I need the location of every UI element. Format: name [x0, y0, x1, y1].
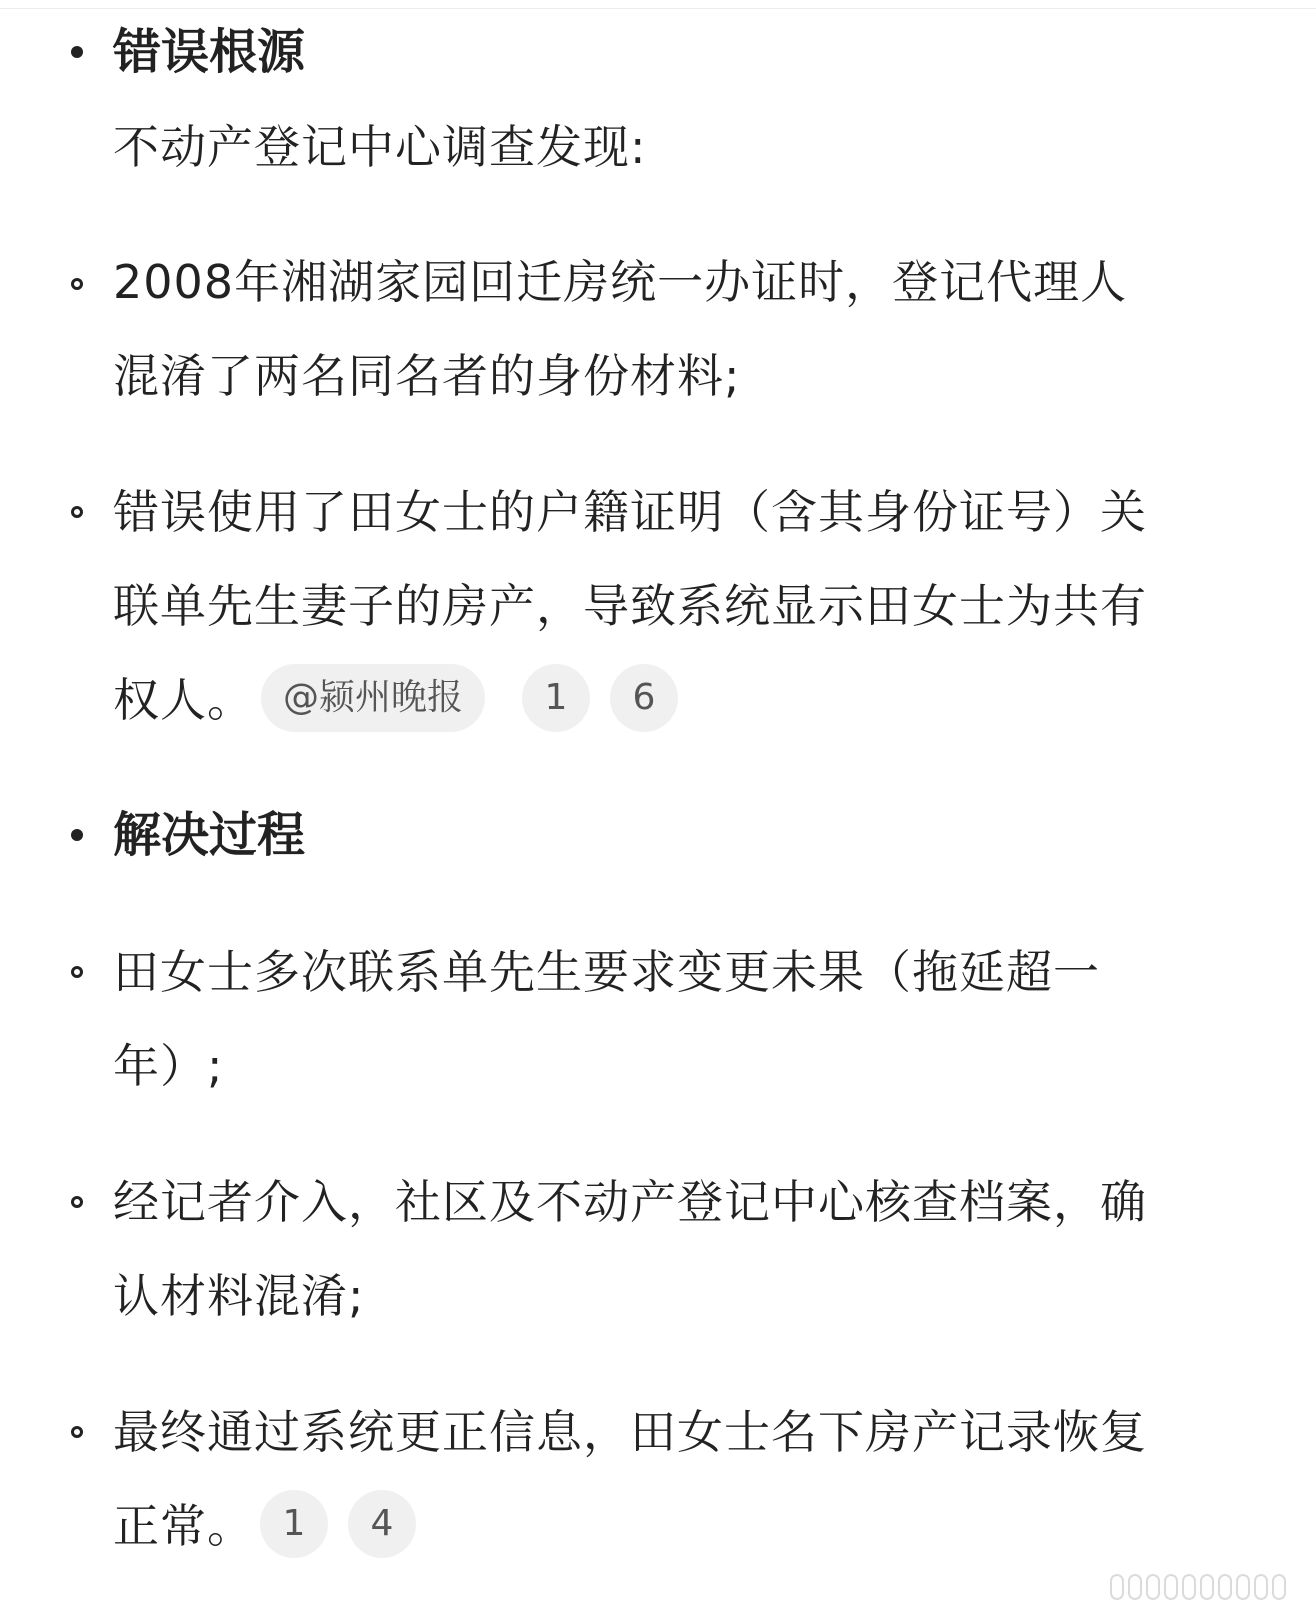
bullet-circle-icon [71, 1426, 83, 1438]
reference-chip[interactable]: 6 [610, 664, 678, 732]
bullet-circle-icon [71, 966, 83, 978]
top-divider [0, 0, 1316, 9]
section-heading-error-source: 错误根源 [113, 24, 306, 80]
list-item-line: 2008年湘湖家园回迁房统一办证时，登记代理人 [113, 255, 1128, 309]
bullet-circle-icon [71, 278, 83, 290]
list-item-line: 正常。 [113, 1499, 254, 1553]
reference-chip[interactable]: 1 [260, 1490, 328, 1558]
list-item-line: 最终通过系统更正信息，田女士名下房产记录恢复 [113, 1405, 1147, 1459]
reference-chip[interactable]: 1 [522, 664, 590, 732]
list-item-line: 权人。 [113, 673, 254, 727]
source-citation-chip[interactable]: @颍州晚报 [261, 664, 485, 732]
bullet-dot-icon [71, 46, 83, 58]
list-item-line: 经记者介入，社区及不动产登记中心核查档案，确 [113, 1175, 1147, 1229]
bullet-dot-icon [71, 829, 83, 841]
bullet-circle-icon [71, 506, 83, 518]
section-intro: 不动产登记中心调查发现: [113, 120, 647, 174]
reference-chip[interactable]: 4 [348, 1490, 416, 1558]
list-item-line: 联单先生妻子的房产，导致系统显示田女士为共有 [113, 579, 1147, 633]
list-item-line: 认材料混淆; [113, 1269, 365, 1323]
bullet-circle-icon [71, 1196, 83, 1208]
list-item-line: 田女士多次联系单先生要求变更未果（拖延超一 [113, 945, 1100, 999]
list-item-line: 年）; [113, 1039, 224, 1093]
list-item-line: 错误使用了田女士的户籍证明（含其身份证号）关 [113, 485, 1147, 539]
watermark-logo-icon [1110, 1574, 1286, 1600]
section-heading-resolution: 解决过程 [113, 807, 306, 863]
list-item-line: 混淆了两名同名者的身份材料; [113, 349, 741, 403]
